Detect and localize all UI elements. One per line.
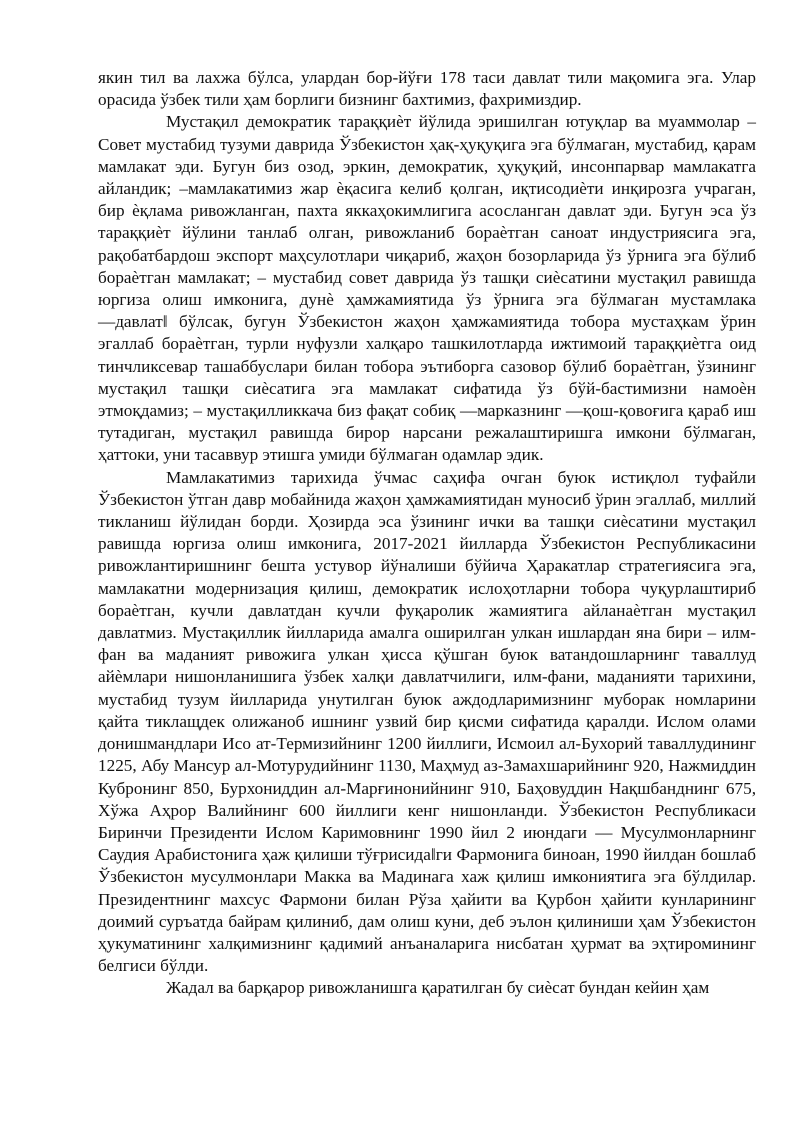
paragraph-3: Мамлакатимиз тарихида ўчмас саҳифа очган буюк истиқлол туфайли Ўзбекистон ўтган давр мобайнида жаҳон ҳамжамиятидан муносиб ўрин эгаллаб, миллий тикланиш йўлидан борди. Ҳозирда эса ўзининг ички ва ташқи сиѐсатини мустақил равишда юргиза олиш имконига, 2017-2021 йилларда Ўзбекистон Республикасини ривожлантиришнинг бешта устувор йўналиши бўйича Ҳаракатлар стратегиясига эга, мамлакатни модернизация қилиш, демократик ислоҳотларни тобора чуқурлаштириб бораѐтган, кучли давлатдан кучли фуқаролик жамиятига айланаѐтган мустақил давлатмиз. Мустақиллик йилларида амалга оширилган улкан ишлардан яна бири – илм-фан ва маданият ривожига улкан ҳисса қўшган буюк ватандошларнинг таваллуд айѐмлари нишонланишига ўзбек халқи давлатчилиги, илм-фани, маданияти тарихини, мустабид тузум йилларида унутилган буюк аждодларимизнинг муборак номларини қайта тиклащдек олижаноб ишнинг узвий бир қисми сифатида қаралди. Ислом олами донишмандлари Исо ат-Термизийнинг 1200 йиллиги, Исмоил ал-Бухорий таваллудининг 1225, Абу Мансур ал-Мотурудийнинг 1130, Маҳмуд аз-Замахшарийнинг 920, Нажмиддин Кубронинг 850, Бурхониддин ал-Марғинонийнинг 910, Баҳовуддин Нақшбанднинг 675, Хўжа Аҳрор Валийнинг 600 йиллиги кенг нишонланди. Ўзбекистон Республикаси Биринчи Президенти Ислом Каримовнинг 1990 йил 2 июндаги ― Мусулмонларнинг Саудия Арабистонига ҳаж қилиши тўғрисида‖ги Фармонига биноан, 1990 йилдан бошлаб Ўзбекистон мусулмонлари Макка ва Мадинага хаж қилиш имкониятига эга бўлдилар. Президентнинг махсус Фармони билан Рўза ҳайити ва Қурбон ҳайити кунларининг доимий суръатда байрам қилиниб, дам олиш куни, деб эълон қилиниши ҳам Ўзбекистон ҳукуматининг халқимизнинг қадимий анъаналарига нисбатан ҳурмат ва эҳтиромининг белгиси бўлди. (98, 467, 756, 976)
paragraph-1: якин тил ва лахжа бўлса, улардан бор-йўғи 178 таси давлат тили мақомига эга. Улар орасида ўзбек тили ҳам борлиги бизнинг бахтимиз, фахримиздир. (98, 68, 756, 110)
document-page (98, 67, 756, 1000)
paragraph-4: Жадал ва барқарор ривожланишга қаратилган бу сиѐсат бундан кейин ҳам (166, 978, 710, 998)
paragraph-2: Мустақил демократик тараққиѐт йўлида эришилган ютуқлар ва муаммолар – Совет мустабид тузуми даврида Ўзбекистон ҳақ-ҳуқуқига эга бўлмаган, мустабид, қарам мамлакат эди. Бугун биз озод, эркин, демократик, ҳуқуқий, инсонпарвар мамлакатга айландик; –мамлакатимиз жар ѐқасига келиб қолган, иқтисодиѐти инқирозга учраган, бир ѐқлама ривожланган, пахта яккаҳокимлигига асосланган давлат эди. Бугун эса ўз тараққиѐт йўлини танлаб олган, ривожланиб бораѐтган саноат индустриясига эга, рақобатбардош экспорт маҳсулотлари чиқариб, жаҳон бозорларида ўз ўрнига эга бўлиб бораѐтган мамлакат; – мустабид совет даврида ўз ташқи сиѐсатини мустақил равишда юргиза олиш имконига, дунѐ ҳамжамиятида ўз ўрнига эга бўлмаган мустамлака ―давлат‖ бўлсак, бугун Ўзбекистон жаҳон ҳамжамиятида тобора мустаҳкам ўрин эгаллаб бораѐтган, турли нуфузли халқаро ташкилотларда ижтимоий тараққиѐтга оид тинчликсевар ташаббуслари билан тобора эътиборга сазовор бўлиб бораѐтган, ўзининг мустақил ташқи сиѐсатига эга мамлакат сифатида ўз бўй-бастимизни намоѐн этмоқдамиз; – мустақилликкача биз фақат собиқ ―марказнинг ―қош-қовоғига қараб иш тутадиган, мустақил равишда бирор нарсани режалаштиришга имкони бўлмаган, ҳаттоки, уни тасаввур этишга умиди бўлмаган одамлар эдик. (98, 112, 756, 465)
